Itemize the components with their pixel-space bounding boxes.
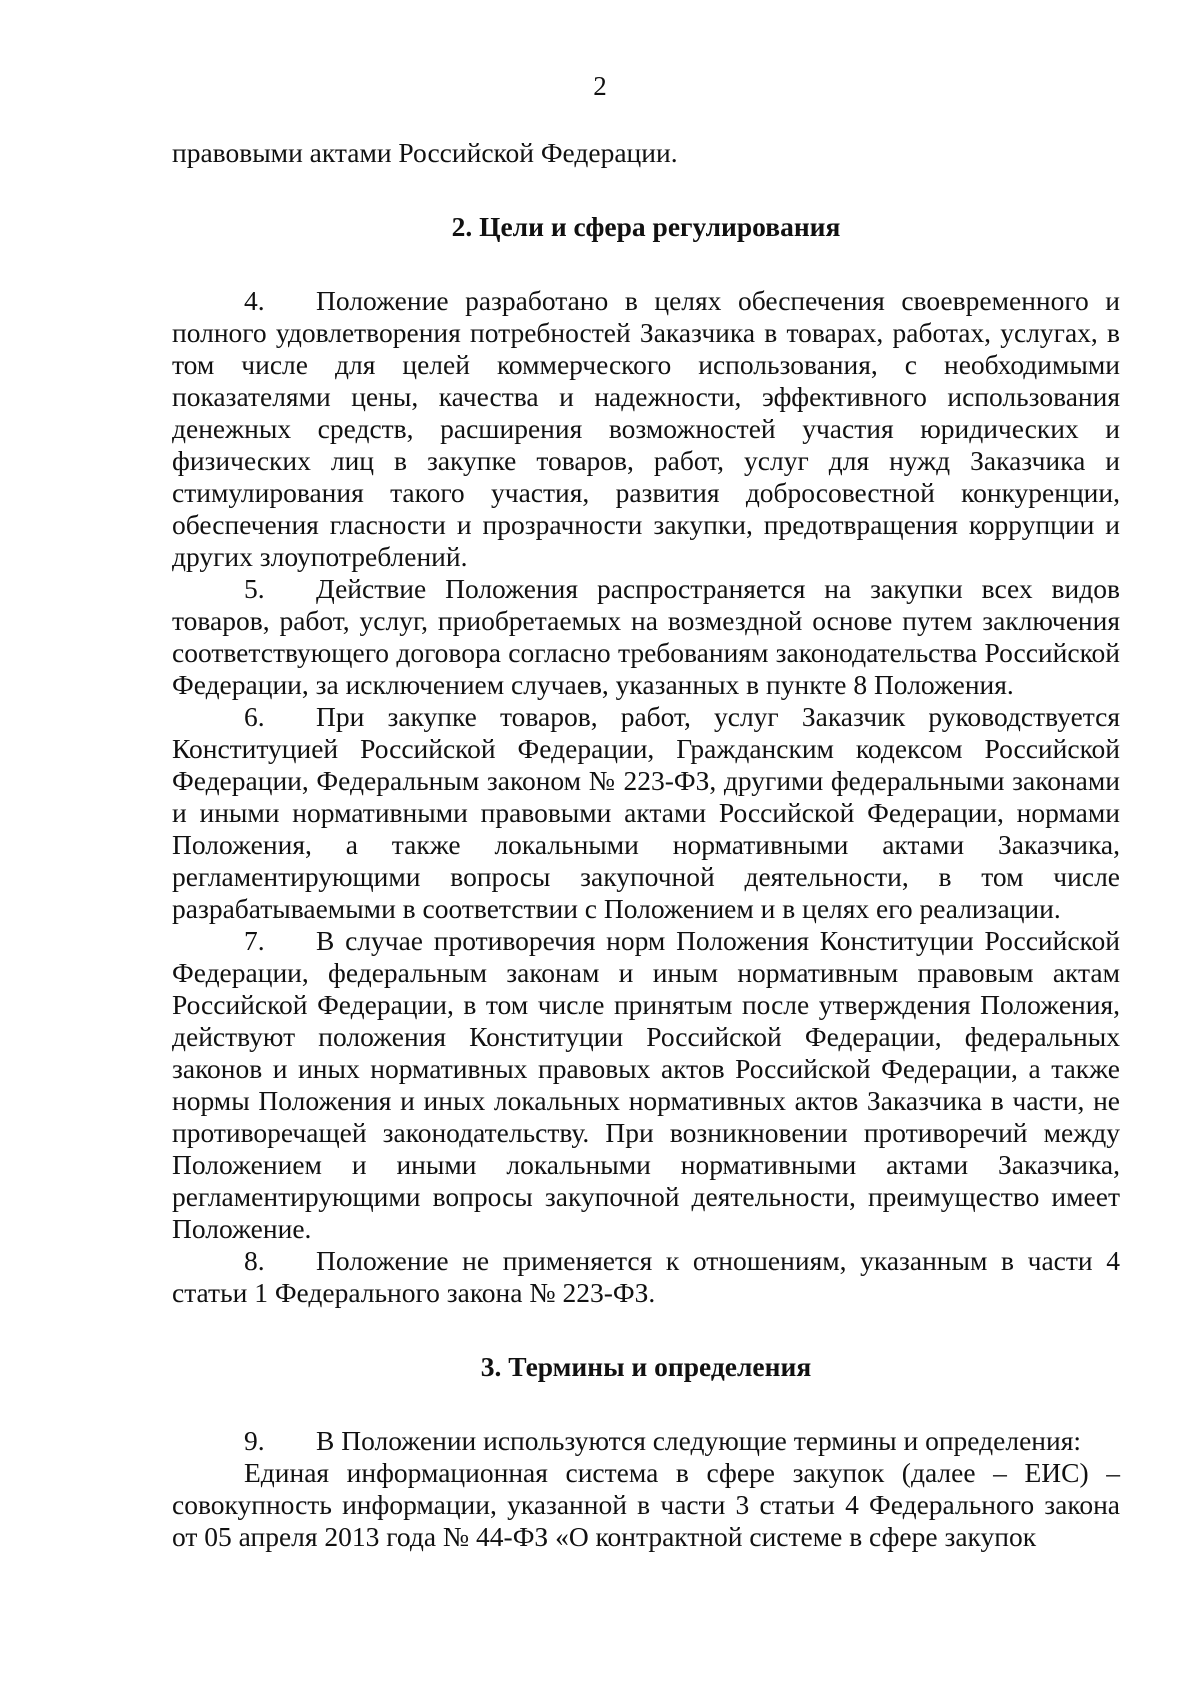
continuation-paragraph: правовыми актами Российской Федерации. [172, 137, 678, 168]
clause-number: 6. [244, 701, 265, 732]
clause-text: При закупке товаров, работ, услуг Заказчик руководствуется Конституцией Российской Федерации, Гражданским кодексом Российской Федерации, Федеральным законом № 223-ФЗ, другими федеральными законами и иными нормативными правовыми актами Российской Федерации, нормами Положения, а также локальными нормативными актами Заказчика, регламентирующими вопросы закупочной деятельности, в том числе разрабатываемыми в соответствии с Положением и в целях его реализации. [172, 701, 1120, 924]
section-2-heading: 2. Цели и сфера регулирования [451, 211, 841, 242]
clause-text: Действие Положения распространяется на закупки всех видов товаров, работ, услуг, приобретаемых на возмездной основе путем заключения соответствующего договора согласно требованиям законодательства Российской Федерации, за исключением случаев, указанных в пункте 8 Положения. [172, 573, 1120, 700]
clause-5 [172, 573, 1120, 701]
definition-eis: Единая информационная система в сфере закупок (далее – ЕИС) – совокупность информации, указанной в части 3 статьи 4 Федерального закона от 05 апреля 2013 года № 44-ФЗ «О контрактной системе в сфере закупок [172, 1457, 1120, 1552]
clause-number: 4. [244, 285, 265, 316]
clause-6 [172, 701, 1120, 925]
clause-text: В случае противоречия норм Положения Конституции Российской Федерации, федеральным законам и иным нормативным правовым актам Российской Федерации, в том числе принятым после утверждения Положения, действуют положения Конституции Российской Федерации, федеральных законов и иных нормативных правовых актов Российской Федерации, а также нормы Положения и иных локальных нормативных актов Заказчика в части, не противоречащей законодательству. При возникновении противоречий между Положением и иными локальными нормативными актами Заказчика, регламентирующими вопросы закупочной деятельности, преимущество имеет Положение. [172, 925, 1120, 1244]
section-3-heading: 3. Термины и определения [480, 1351, 812, 1382]
clause-number: 7. [244, 925, 265, 956]
clause-number: 9. [244, 1425, 265, 1456]
clause-9 [172, 1425, 1120, 1457]
clause-number: 5. [244, 573, 265, 604]
clause-text: Положение не применяется к отношениям, указанным в части 4 статьи 1 Федерального закона № 223-ФЗ. [172, 1245, 1120, 1308]
clause-4 [172, 285, 1120, 573]
clause-text: В Положении используются следующие термины и определения: [316, 1425, 1081, 1456]
clause-text: Положение разработано в целях обеспечения своевременного и полного удовлетворения потребностей Заказчика в товарах, работах, услугах, в том числе для целей коммерческого использования, с необходимыми показателями цены, качества и надежности, эффективного использования денежных средств, расширения возможностей участия юридических и физических лиц в закупке товаров, работ, услуг для нужд Заказчика и стимулирования такого участия, развития добросовестной конкуренции, обеспечения гласности и прозрачности закупки, предотвращения коррупции и других злоупотреблений. [172, 285, 1120, 572]
page-content [172, 137, 1120, 1553]
page-number: 2 [593, 71, 607, 101]
clause-number: 8. [244, 1245, 265, 1276]
clause-8 [172, 1245, 1120, 1309]
clause-7 [172, 925, 1120, 1245]
